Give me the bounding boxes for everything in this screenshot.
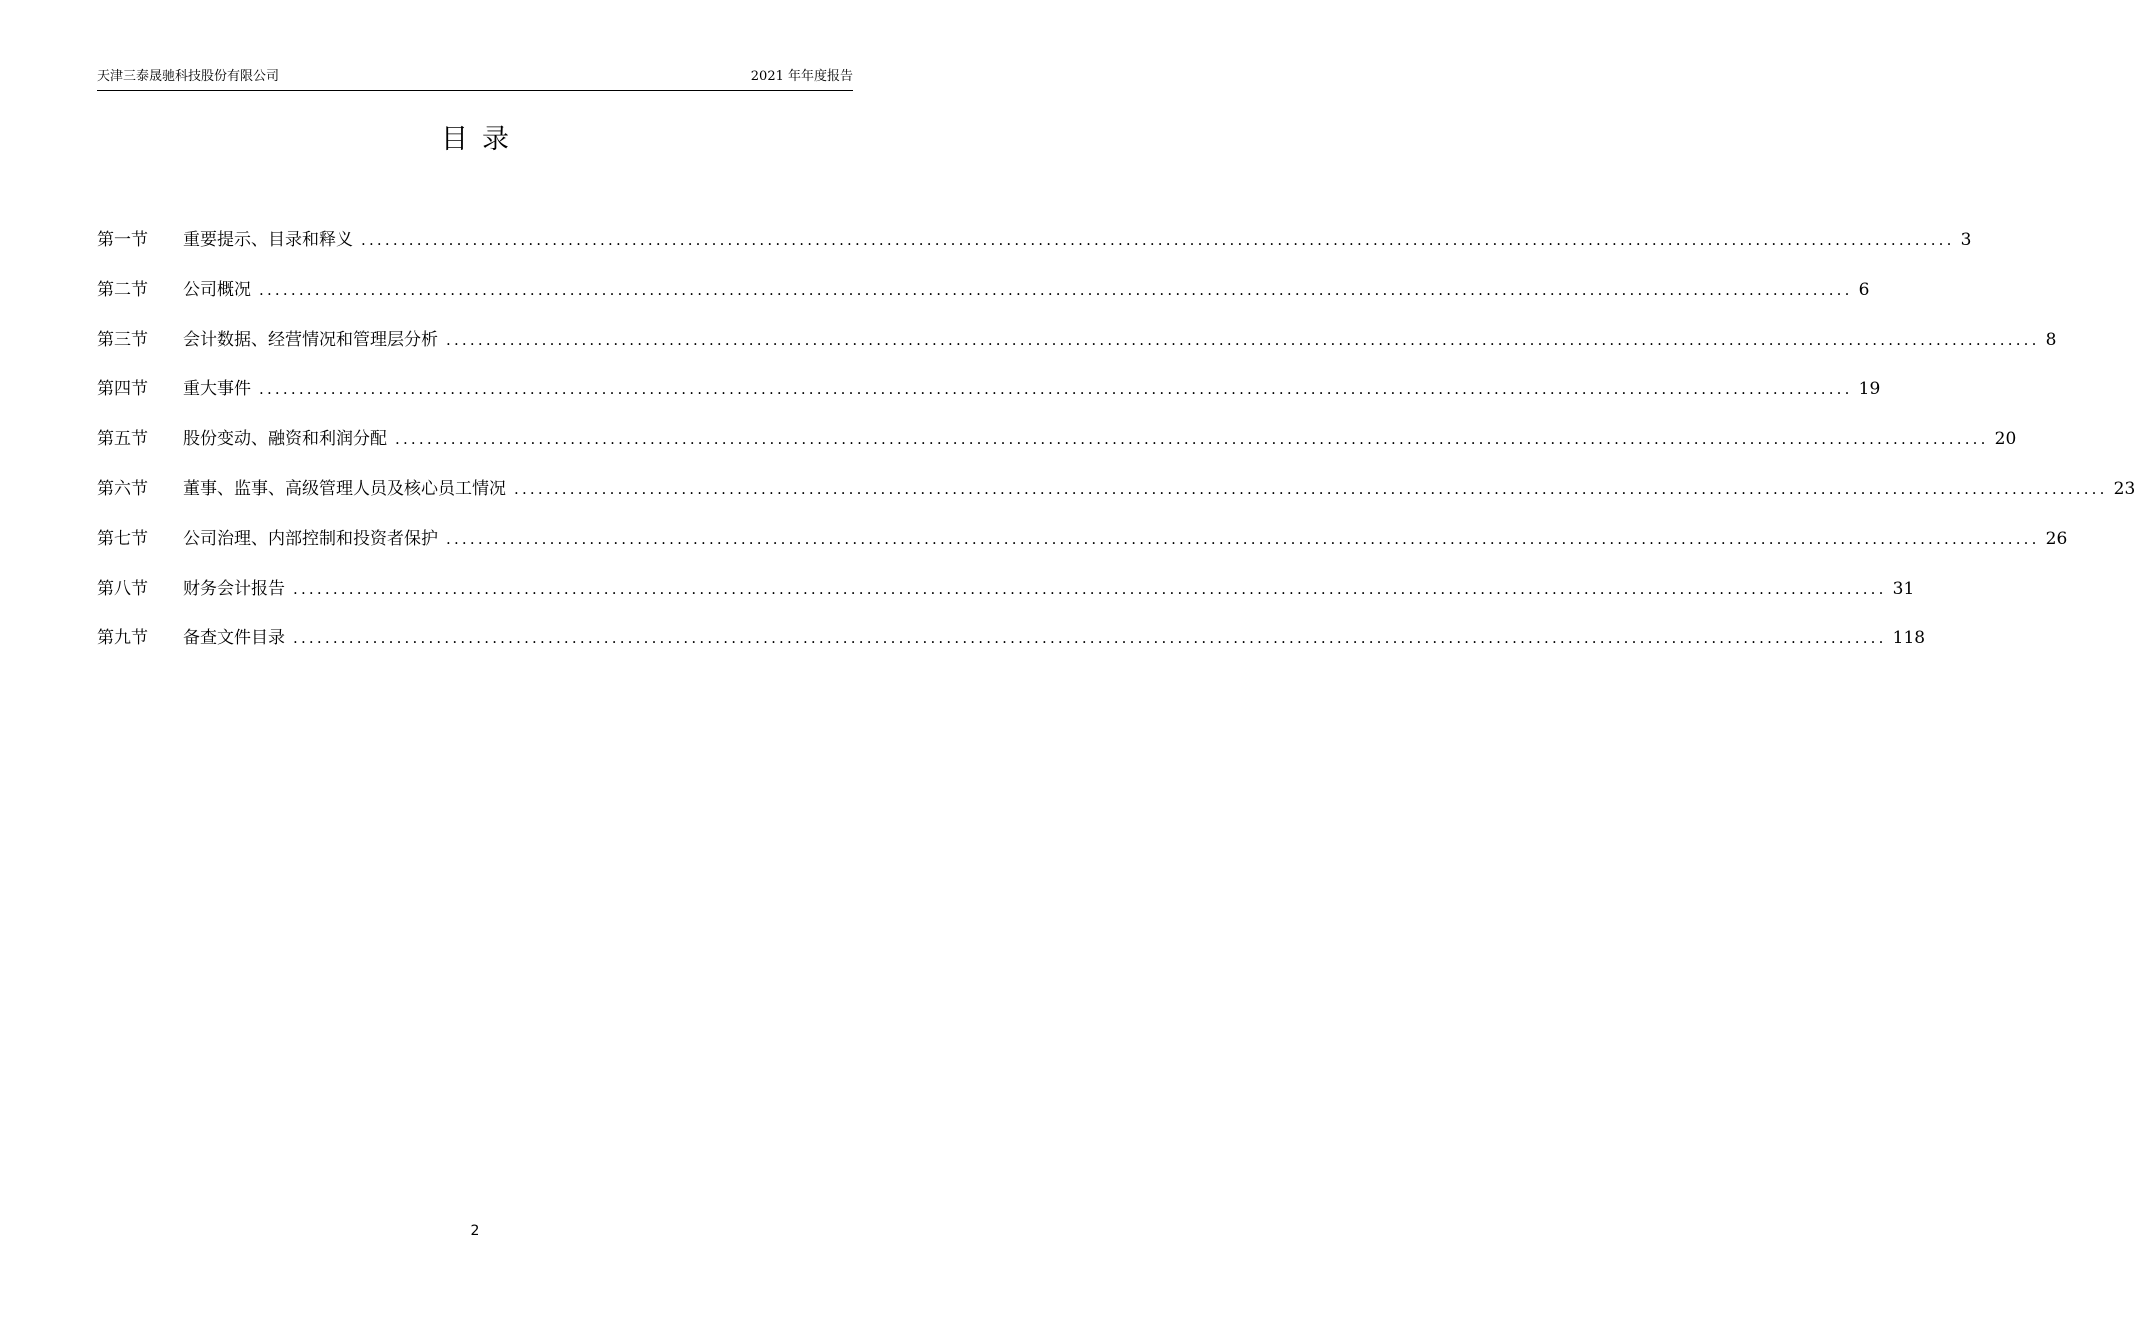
header-company-name: 天津三泰晟驰科技股份有限公司 <box>97 69 280 84</box>
toc-dot-leader: ........................................................................................................................................................................................................ <box>446 330 2040 349</box>
toc-entry[interactable] <box>97 422 2017 472</box>
toc-entry[interactable] <box>97 572 1915 622</box>
toc-dot-leader: ........................................................................................................................................................................................................ <box>395 430 1989 449</box>
toc-title[interactable]: 重大事件 <box>183 379 251 400</box>
toc-page-number: 31 <box>1892 578 1915 599</box>
toc-title[interactable]: 股份变动、融资和利润分配 <box>183 429 387 450</box>
toc-page-number: 6 <box>1858 279 1870 300</box>
toc-section-label: 第三节 <box>97 329 148 350</box>
page-header <box>97 64 853 91</box>
toc-title[interactable]: 董事、监事、高级管理人员及核心员工情况 <box>183 478 506 499</box>
toc-entry[interactable] <box>97 472 2135 522</box>
page-title: 目录 <box>441 124 523 155</box>
toc-entry[interactable] <box>97 522 2068 572</box>
header-report-name: 2021 年年度报告 <box>750 69 853 84</box>
toc-page-number: 26 <box>2045 528 2068 549</box>
toc-section-label: 第九节 <box>97 628 148 649</box>
toc-page-number: 8 <box>2045 329 2057 350</box>
toc-page-number: 20 <box>1994 429 2017 450</box>
toc-dot-leader: ........................................................................................................................................................................................................ <box>514 479 2108 498</box>
page-number: 2 <box>470 1223 480 1239</box>
toc-entry[interactable] <box>97 621 1926 671</box>
toc-page-number: 19 <box>1858 379 1881 400</box>
table-of-contents <box>97 223 2135 671</box>
toc-entry[interactable] <box>97 323 2057 373</box>
toc-page-number: 118 <box>1892 628 1926 649</box>
toc-section-label: 第七节 <box>97 528 148 549</box>
toc-dot-leader: ........................................................................................................................................................................................................ <box>361 231 1955 249</box>
toc-dot-leader: ........................................................................................................................................................................................................ <box>259 280 1853 299</box>
toc-title[interactable]: 公司治理、内部控制和投资者保护 <box>183 528 438 549</box>
toc-entry[interactable] <box>97 273 1870 323</box>
toc-section-label: 第五节 <box>97 429 148 450</box>
toc-title[interactable]: 会计数据、经营情况和管理层分析 <box>183 329 438 350</box>
toc-entry[interactable] <box>97 223 1972 273</box>
toc-title[interactable]: 财务会计报告 <box>183 578 285 599</box>
toc-dot-leader: ........................................................................................................................................................................................................ <box>293 579 1887 598</box>
toc-section-label: 第六节 <box>97 478 148 499</box>
toc-title[interactable]: 公司概况 <box>183 279 251 300</box>
toc-dot-leader: ........................................................................................................................................................................................................ <box>293 629 1887 648</box>
toc-dot-leader: ........................................................................................................................................................................................................ <box>446 529 2040 548</box>
toc-dot-leader: ........................................................................................................................................................................................................ <box>259 380 1853 399</box>
toc-section-label: 第四节 <box>97 379 148 400</box>
toc-section-label: 第一节 <box>97 230 148 250</box>
toc-title[interactable]: 备查文件目录 <box>183 628 285 649</box>
toc-entry[interactable] <box>97 372 1881 422</box>
toc-page-number: 3 <box>1960 230 1972 250</box>
toc-section-label: 第二节 <box>97 279 148 300</box>
toc-section-label: 第八节 <box>97 578 148 599</box>
toc-title[interactable]: 重要提示、目录和释义 <box>183 230 353 250</box>
toc-page-number: 23 <box>2113 478 2135 499</box>
